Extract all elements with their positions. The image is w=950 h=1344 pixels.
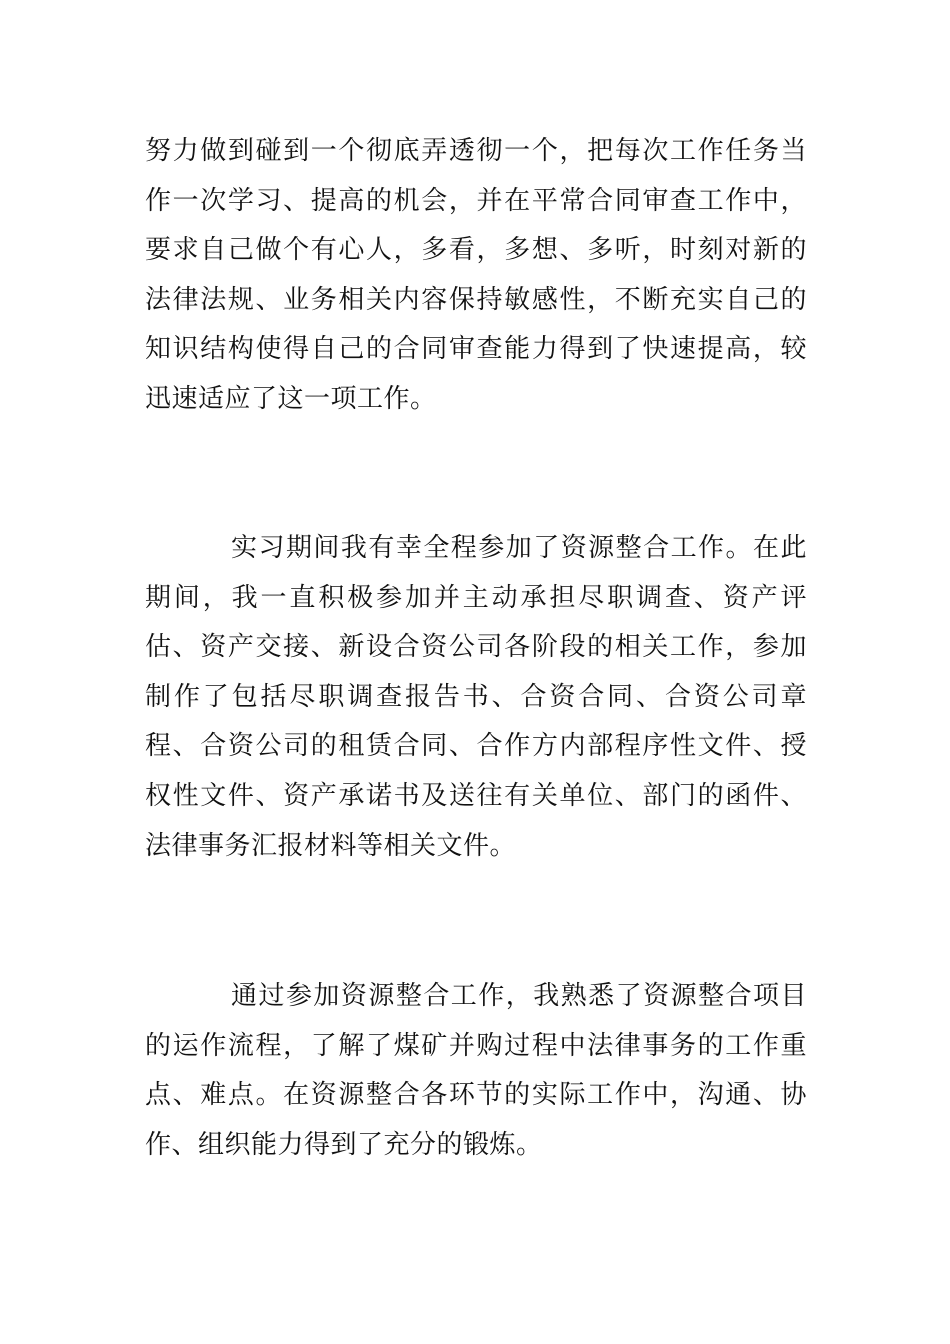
paragraph-2: 实习期间我有幸全程参加了资源整合工作。在此期间，我一直积极参加并主动承担尽职调查、资产评估、资产交接、新设合资公司各阶段的相关工作，参加制作了包括尽职调查报告书、合资合同、合资公司章程、合资公司的租赁合同、合作方内部程序性文件、授权性文件、资产承诺书及送往有关单位、部门的函件、法律事务汇报材料等相关文件。 xyxy=(145,533,807,861)
paragraph-3: 通过参加资源整合工作，我熟悉了资源整合项目的运作流程，了解了煤矿并购过程中法律事务的工作重点、难点。在资源整合各环节的实际工作中，沟通、协作、组织能力得到了充分的锻炼。 xyxy=(145,981,807,1160)
paragraph-1: 努力做到碰到一个彻底弄透彻一个，把每次工作任务当作一次学习、提高的机会，并在平常合同审查工作中，要求自己做个有心人，多看，多想、多听，时刻对新的法律法规、业务相关内容保持敏感性，不断充实自己的知识结构使得自己的合同审查能力得到了快速提高，较迅速适应了这一项工作。 xyxy=(145,136,807,414)
